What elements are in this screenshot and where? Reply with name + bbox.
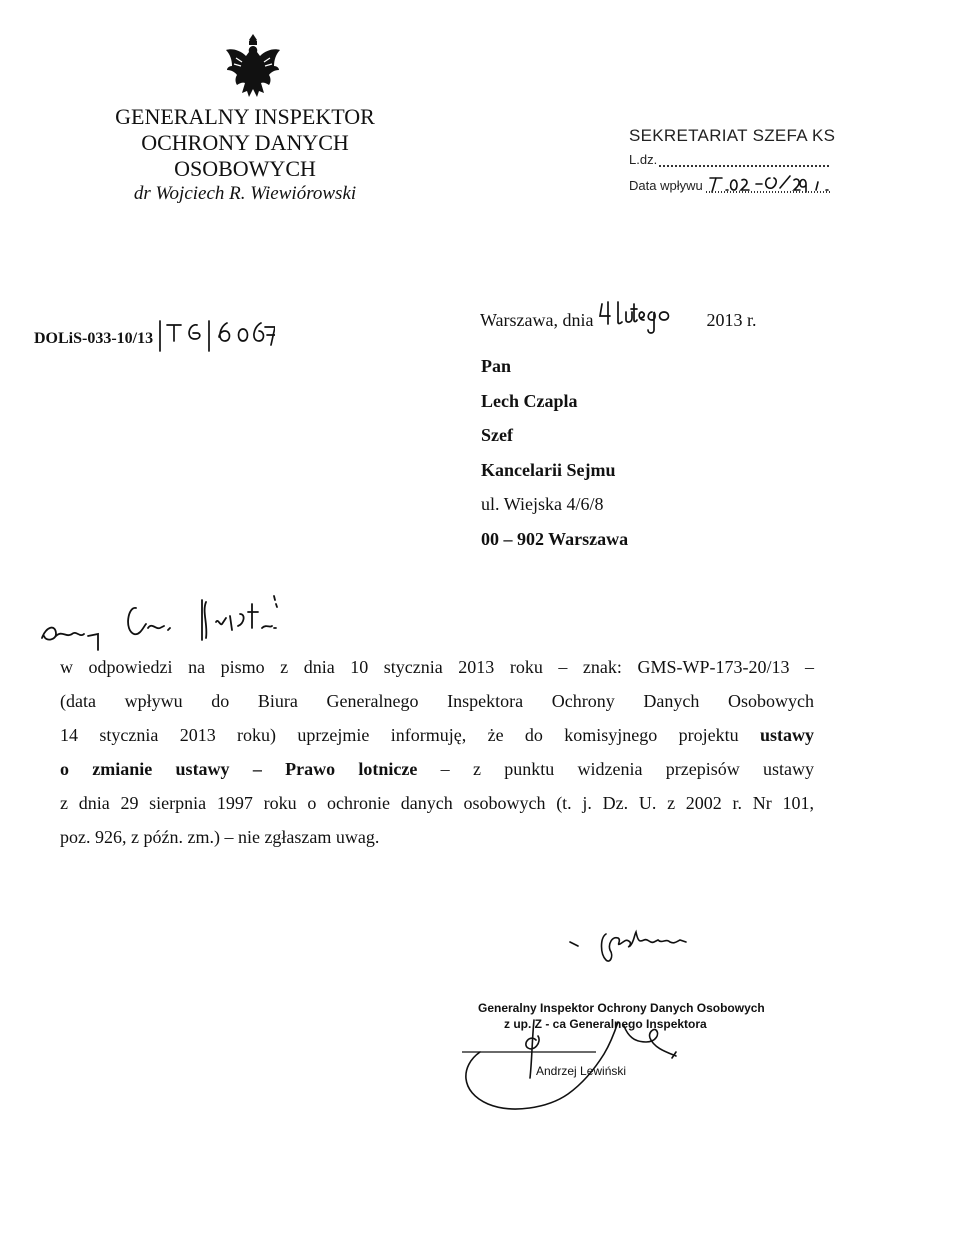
recipient-line2: Lech Czapla bbox=[481, 390, 578, 411]
recipient-line1: Pan bbox=[481, 356, 512, 376]
issuer-name: dr Wojciech R. Wiewiórowski bbox=[133, 183, 357, 204]
recipient-line5 bbox=[481, 487, 628, 522]
recipient-street-prefix: ul. bbox=[481, 494, 500, 514]
issuer-block bbox=[90, 104, 400, 206]
eagle-emblem-icon bbox=[222, 32, 284, 104]
signature-title-line1: Generalny Inspektor Ochrony Danych Osobowych bbox=[478, 1001, 765, 1015]
issuer-line1: GENERALNY INSPEKTOR bbox=[115, 104, 375, 129]
issuer-line3: OSOBOWYCH bbox=[174, 156, 316, 181]
issuer-line2: OCHRONY DANYCH bbox=[141, 130, 349, 155]
recipient-line6: 00 – 902 Warszawa bbox=[481, 528, 629, 549]
stamp-ldz-label: L.dz. bbox=[629, 152, 658, 167]
date-suffix: 2013 r. bbox=[706, 310, 757, 330]
recipient-address bbox=[481, 349, 628, 556]
body-line4-text: – z punktu widzenia przepisów ustawy bbox=[440, 759, 815, 779]
recipient-street: Wiejska 4/6/8 bbox=[503, 494, 604, 514]
body-line6: poz. 926, z późn. zm.) – nie zgłaszam uwag. bbox=[60, 827, 380, 847]
reference-code: DOLiS-033-10/13 bbox=[34, 330, 154, 347]
stamp-received-label: Data wpływu bbox=[629, 178, 703, 193]
recipient-line3: Szef bbox=[481, 425, 513, 445]
body-line3 bbox=[60, 718, 814, 752]
date-line bbox=[480, 300, 757, 334]
body-line4 bbox=[60, 752, 814, 786]
registry-stamp bbox=[629, 126, 835, 194]
stamp-received-handwriting bbox=[706, 172, 832, 194]
date-handwriting bbox=[598, 300, 702, 334]
stamp-title: SEKRETARIAT SZEFA KS bbox=[629, 126, 836, 145]
recipient-line4: Kancelarii Sejmu bbox=[481, 459, 616, 480]
body-line2: (data wpływu do Biura Generalnego Inspektora Ochrony Danych Osobowych bbox=[60, 691, 814, 711]
handwritten-signature bbox=[568, 918, 748, 974]
body-line4-bold: o zmianie ustawy – Prawo lotnicze bbox=[60, 759, 418, 779]
signature-title-line2: z up. Z - ca Generalnego Inspektora bbox=[504, 1017, 707, 1031]
body-line3-text: 14 stycznia 2013 roku) uprzejmie informuję, że do komisyjnego projektu bbox=[60, 725, 739, 745]
letter-body bbox=[60, 650, 814, 854]
body-line5: z dnia 29 sierpnia 1997 roku o ochronie danych osobowych (t. j. Dz. U. z 2002 r. Nr 101, bbox=[60, 793, 814, 813]
handwritten-salutation bbox=[34, 592, 364, 652]
reference-handwriting bbox=[157, 317, 275, 353]
date-prefix: Warszawa, dnia bbox=[480, 310, 594, 330]
signatory-name: Andrzej Lewiński bbox=[536, 1064, 627, 1078]
reference-number bbox=[34, 317, 275, 353]
body-line3-bold: ustawy bbox=[760, 725, 815, 745]
stamp-received-row bbox=[629, 172, 835, 194]
stamp-ldz-dots bbox=[659, 153, 829, 167]
body-line1: w odpowiedzi na pismo z dnia 10 stycznia 2013 roku – znak: GMS-WP-173-20/13 – bbox=[60, 657, 814, 677]
stamp-ldz-row bbox=[629, 152, 835, 167]
